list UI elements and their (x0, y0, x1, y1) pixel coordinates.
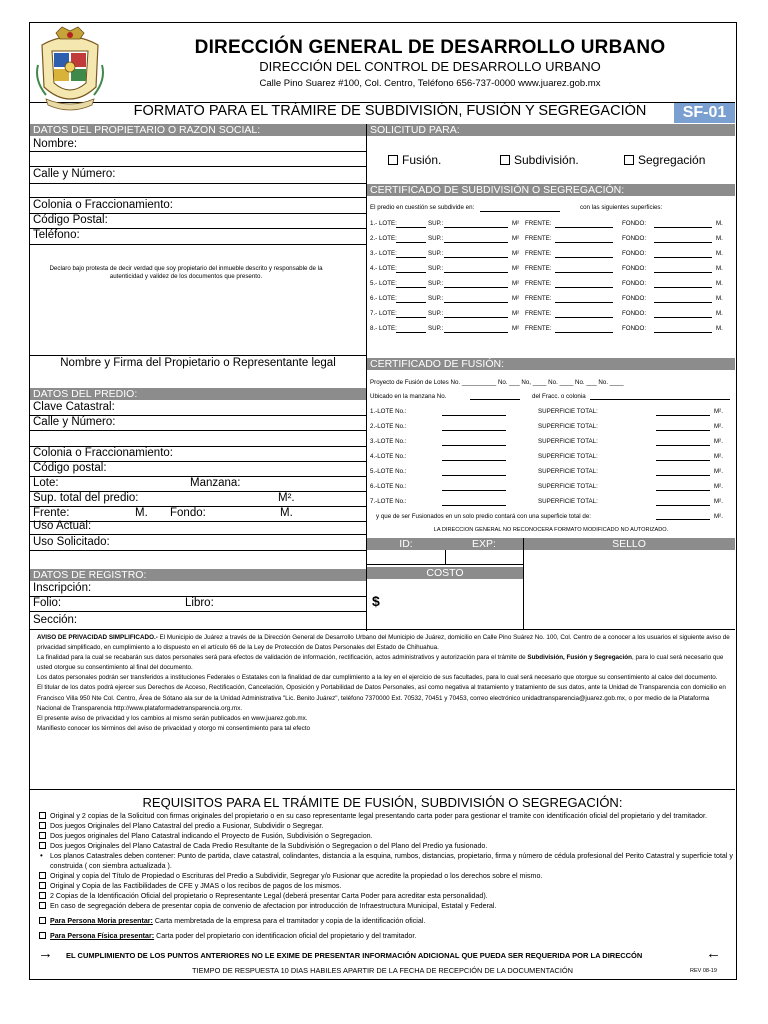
subdivision-frente-label: FRENTE: (525, 295, 552, 302)
libro-label: Libro: (185, 597, 214, 609)
subdivision-fondo-label: FONDO: (622, 235, 647, 242)
fusion-sup-label: SUPERFICIE TOTAL: (538, 498, 598, 505)
requirement-checkbox[interactable] (39, 842, 46, 849)
subdivision-sup-label: SUP.: (428, 235, 444, 242)
subdivision-input-line[interactable] (555, 272, 613, 273)
fusion-final-field[interactable] (656, 519, 710, 520)
calle-label: Calle y Número: (33, 168, 116, 180)
calle-field-line2[interactable] (30, 197, 366, 198)
form-page (29, 22, 737, 980)
subdivision-input-line[interactable] (396, 317, 426, 318)
fusion-input-line[interactable] (656, 490, 710, 491)
subdivision-frente-label: FRENTE: (525, 325, 552, 332)
solicitud-section-header: SOLICITUD PARA: (367, 124, 735, 136)
subdivision-m-unit: M. (716, 220, 723, 227)
inscripcion-label: Inscripción: (33, 582, 92, 594)
fusion-manzana-field[interactable] (470, 399, 520, 400)
requirements-title: REQUISITOS PARA EL TRÁMITE DE FUSIÓN, SUBDIVISIÓN O SEGREGACIÓN: (142, 795, 623, 810)
subdivision-m2-unit: M² (512, 235, 520, 242)
fusion-label: Fusión. (402, 153, 442, 167)
manzana-label: Manzana: (190, 477, 241, 489)
subdivision-m2-unit: M² (512, 265, 520, 272)
option-fusion[interactable] (388, 153, 441, 167)
fusion-m2-unit: M². (714, 468, 723, 475)
nombre-label: Nombre: (33, 138, 78, 150)
fusion-sup-label: SUPERFICIE TOTAL: (538, 453, 598, 460)
arrow-left-icon: ← (706, 945, 721, 962)
subdivision-m-unit: M. (716, 310, 723, 317)
subdivision-input-line[interactable] (444, 287, 508, 288)
subdivision-m-unit: M. (716, 325, 723, 332)
subdivision-sup-label: SUP.: (428, 220, 444, 227)
seccion-label: Sección: (33, 614, 78, 626)
subdivision-input-line[interactable] (654, 257, 712, 258)
subdivision-fondo-label: FONDO: (622, 265, 647, 272)
response-time: TIEMPO DE RESPUESTA 10 DIAS HABILES APARTIR DE LA FECHA DE RECEPCIÓN DE LA DOCUMENTACIÓN (192, 966, 573, 975)
subdivision-m2-unit: M² (512, 280, 520, 287)
requirement-item: 2 Copias de la Identificación Oficial del propietario o Representante Legal (deberá presentar Carta Poder para acreditar esta personalidad). (39, 891, 733, 901)
requirement-item: Dos juegos originales del Plano Catastral indicando el Proyecto de Fusión, Subdivisión o Segregacion. (39, 831, 733, 841)
sello-header: SELLO (523, 538, 735, 550)
fusion-input-line[interactable] (442, 505, 506, 506)
requirement-checkbox[interactable] (39, 902, 46, 909)
colonia-label: Colonia o Fraccionamiento: (33, 199, 173, 211)
id-exp-field-bottom[interactable] (367, 564, 523, 565)
privacy-heading: AVISO DE PRIVACIDAD SIMPLIFICADO.- (37, 634, 158, 641)
subdivision-input-line[interactable] (444, 257, 508, 258)
fusion-lote-label: 4.-LOTE No.: (370, 453, 407, 460)
fusion-lote-label: 2.-LOTE No.: (370, 423, 407, 430)
requirement-item: • Los planos Catastrales deben contener: Punto de partida, clave catastral, colindantes, distancia a la esquina, rumbos, distancias, propietario, firma y número de cédula profesional del Perito Catastral y superficie total y construida ( con siembra actualizada ). (40, 851, 733, 870)
predio-section-header: DATOS DEL PREDIO: (30, 388, 366, 400)
requirement-item: Original y copia del Título de Propiedad o Escrituras del Predio a Subdividir, Segregar y/o Fusionar que acredite la propiedad o los derechos sobre el mismo. (39, 871, 733, 881)
fusion-lote-label: 3.-LOTE No.: (370, 438, 407, 445)
subdivision-sup-label: SUP.: (428, 280, 444, 287)
subdivision-lote-label: 6.- LOTE: (370, 295, 397, 302)
fusion-m2-unit: M². (714, 408, 723, 415)
fusion-sup-label: SUPERFICIE TOTAL: (538, 483, 598, 490)
requirement-item: Original y Copia de las Factibilidades de CFE y JMAS o los recibos de pagos de los mismos. (39, 881, 733, 891)
subdivision-m-unit: M. (716, 265, 723, 272)
id-exp-divider (445, 550, 446, 564)
subdivision-input-line[interactable] (444, 242, 508, 243)
form-code-badge: SF-01 (674, 103, 735, 123)
subdivision-frente-label: FRENTE: (525, 220, 552, 227)
fusion-lote-label: 7.-LOTE No.: (370, 498, 407, 505)
subdivision-input-line[interactable] (396, 287, 426, 288)
subdivision-intro-b: con las siguientes superficies: (580, 204, 663, 211)
subdivision-sup-label: SUP.: (428, 310, 444, 317)
requirement-checkbox[interactable] (39, 882, 46, 889)
subdivision-input-line[interactable] (654, 272, 712, 273)
requirement-checkbox[interactable] (39, 812, 46, 819)
requirement-checkbox[interactable] (39, 872, 46, 879)
privacy-p3: Los datos personales podrán ser transferidos a instituciones Federales o Estatales con la finalidad de dar cumplimiento a la ley en el ejercicio de sus facultades, para lo cual será necesario que otorgue su consentimiento al calce del documento. (37, 674, 718, 682)
agency-subtitle: DIRECCIÓN DEL CONTROL DE DESARROLLO URBANO (259, 59, 601, 74)
fusion-input-line[interactable] (656, 430, 710, 431)
privacy-p6: Manifiesto conocer los términos del aviso de privacidad y otorgo mi consentimiento para tal efecto (37, 724, 311, 732)
fusion-input-line[interactable] (442, 460, 506, 461)
subdivision-input-line[interactable] (444, 317, 508, 318)
clave-label: Clave Catastral: (33, 401, 115, 413)
subdivision-m-unit: M. (716, 295, 723, 302)
frente-label: Frente: (33, 507, 70, 519)
privacy-p2b: Subdivisión, Fusión y Segregación (527, 654, 632, 662)
subdivision-lote-label: 3.- LOTE: (370, 250, 397, 257)
privacy-notice (37, 633, 734, 734)
colonia2-label: Colonia o Fraccionamiento: (33, 447, 173, 459)
agency-address: Calle Pino Suarez #100, Col. Centro, Teléfono 656-737-0000 www.juarez.gob.mx (259, 78, 601, 89)
subdivision-m-unit: M. (716, 235, 723, 242)
fusion-sup-label: SUPERFICIE TOTAL: (538, 468, 598, 475)
fusion-input-line[interactable] (442, 415, 506, 416)
form-body-bottom-rule (30, 629, 735, 630)
uso-actual-label: Uso Actual: (33, 520, 92, 532)
fusion-m2-unit: M². (714, 438, 723, 445)
final-notice: EL CUMPLIMIENTO DE LOS PUNTOS ANTERIORES NO LE EXIME DE PRESENTAR INFORMACIÓN ADICIONAL QUE PUEDA SER REQUERIDA POR LA DIRECCÓN (66, 951, 643, 960)
subdivision-m-unit: M. (716, 280, 723, 287)
calle-field[interactable] (30, 183, 366, 184)
signature-line[interactable] (30, 355, 366, 356)
telefono-label: Teléfono: (33, 229, 80, 241)
subdivision-fondo-label: FONDO: (622, 310, 647, 317)
fusion-lote-label: 1.-LOTE No.: (370, 408, 407, 415)
fusion-proyecto-line: Proyecto de Fusión de Lotes No. __________ No. ___ No, ____ No. ____ No. ___ No. ____ (370, 379, 624, 386)
privacy-p2c: , para lo cual será necesario que usted otorgue su consentimiento al final del documento. (37, 654, 724, 672)
subdivision-input-line[interactable] (654, 332, 712, 333)
cp-label: Código Postal: (33, 214, 108, 226)
revision-code: REV 08-19 (690, 968, 717, 974)
agency-title: DIRECCIÓN GENERAL DE DESARROLLO URBANO (194, 37, 666, 58)
fusion-input-line[interactable] (442, 430, 506, 431)
subdivision-input-line[interactable] (396, 302, 426, 303)
option-subdivision[interactable] (500, 153, 579, 167)
fusion-lote-label: 5.-LOTE No.: (370, 468, 407, 475)
subdivision-input-line[interactable] (654, 302, 712, 303)
fusion-final-unit: M². (714, 513, 723, 520)
requirements-list (39, 811, 733, 941)
subdivision-input-line[interactable] (396, 242, 426, 243)
subdivision-frente-label: FRENTE: (525, 250, 552, 257)
fusion-m2-unit: M². (714, 453, 723, 460)
subdivision-input-line[interactable] (396, 257, 426, 258)
subdivision-fondo-label: FONDO: (622, 295, 647, 302)
subdivision-input-line[interactable] (555, 287, 613, 288)
subdivision-input-line[interactable] (444, 302, 508, 303)
privacy-p5: El presente aviso de privacidad y los cambios al mismo serán publicados en www.juarez.gob.mx. (37, 714, 308, 722)
fusion-sup-label: SUPERFICIE TOTAL: (538, 423, 598, 430)
subdivision-m2-unit: M² (512, 325, 520, 332)
requirement-checkbox[interactable] (39, 822, 46, 829)
requirement-item: Original y 2 copias de la Solicitud con firmas originales del propietario o en su caso representante legal presentando carta poder para gestionar el tramite con identificación oficial del propietario y del tramitador. (39, 811, 733, 821)
nombre-field-line2[interactable] (30, 166, 366, 167)
telefono-field[interactable] (30, 244, 366, 245)
fusion-manzana-label: Ubicado en la manzana No. (370, 393, 447, 400)
fusion-final-label: y que de ser Fusionados en un solo predio contará con una superficie total de: (376, 513, 591, 520)
exp-header: EXP: (445, 538, 523, 550)
subdivision-sup-label: SUP.: (428, 265, 444, 272)
folio-label: Folio: (33, 597, 62, 609)
subdivision-input-line[interactable] (555, 332, 613, 333)
subdivision-input-line[interactable] (654, 242, 712, 243)
fusion-input-line[interactable] (442, 475, 506, 476)
sup-total-label: Sup. total del predio: (33, 492, 139, 504)
frente-unit: M. (135, 507, 148, 519)
fusion-m2-unit: M². (714, 498, 723, 505)
subdivision-input-line[interactable] (654, 317, 712, 318)
cert-fusion-header: CERTIFICADO DE FUSIÓN: (367, 358, 735, 370)
subdivision-lote-label: 4.- LOTE: (370, 265, 397, 272)
privacy-p1: El Municipio de Juárez a través de la Dirección General de Desarrollo Urbano del Municipio de Juárez, domicilio en Calle Pino Suárez No. 100, Col. Centro de a conocer a los usuarios el siguiente aviso de privacidad simplificado, en cumplimiento a lo dispuesto en el artículo 66 de la Ley de Protección de Datos Personales del Estado de Chihuahua. (37, 634, 730, 652)
fusion-checkbox[interactable] (388, 155, 398, 165)
fusion-input-line[interactable] (656, 415, 710, 416)
id-header: ID: (367, 538, 445, 550)
subdivision-lote-label: 5.- LOTE: (370, 280, 397, 287)
owner-section-header: DATOS DEL PROPIETARIO O RAZON SOCIAL: (30, 124, 366, 136)
uso-solicitado-field[interactable] (30, 550, 366, 551)
subdivision-sup-label: SUP.: (428, 295, 444, 302)
requirement-checkbox[interactable] (39, 892, 46, 899)
subdivision-sup-label: SUP.: (428, 250, 444, 257)
arrow-right-icon: → (38, 945, 53, 962)
privacy-bottom-rule (30, 789, 735, 790)
subdivision-fondo-label: FONDO: (622, 250, 647, 257)
fusion-sup-label: SUPERFICIE TOTAL: (538, 408, 598, 415)
fondo-label: Fondo: (170, 507, 206, 519)
cert-subdivision-header: CERTIFICADO DE SUBDIVISIÓN O SEGREGACIÓN: (367, 184, 735, 196)
subdivision-input-line[interactable] (555, 317, 613, 318)
fondo-unit: M. (280, 507, 293, 519)
subdivision-input-line[interactable] (396, 227, 426, 228)
requirement-item: Dos juegos Originales del Plano Catastral del predio a Fusionar, Subdividir o Segregar. (39, 821, 733, 831)
segregacion-checkbox[interactable] (624, 155, 634, 165)
subdivision-count-field[interactable] (480, 211, 560, 212)
subdivision-sup-label: SUP.: (428, 325, 444, 332)
subdivision-lote-label: 1.- LOTE: (370, 220, 397, 227)
cp2-label: Código postal: (33, 462, 107, 474)
fusion-input-line[interactable] (442, 445, 506, 446)
subdivision-fondo-label: FONDO: (622, 280, 647, 287)
sup-total-unit: M². (278, 492, 295, 504)
subdivision-lote-label: 2.- LOTE: (370, 235, 397, 242)
fusion-colonia-field[interactable] (590, 399, 730, 400)
bullet-icon: • (40, 851, 43, 860)
subdivision-frente-label: FRENTE: (525, 235, 552, 242)
requirement-checkbox[interactable] (39, 932, 46, 939)
subdivision-fondo-label: FONDO: (622, 325, 647, 332)
municipal-coat-of-arms-logo (32, 25, 108, 117)
header (30, 23, 735, 103)
privacy-p4: El titular de los datos podrá ejercer sus Derechos de Acceso, Rectificación, Cancelación, Oposición y Portabilidad de Datos Personales, así como negativa al tratamiento y tratamiento de sus datos, ante la Unidad de Transparencia con domicilio en Francisco Villa 950 Nte Col. Centro, Área de Sótano ala sur de la Unidad Administrativa "Lic. Benito Juárez", teléfono 7370000 Ext. 70532, 70451 y 70453, correo electrónico unidadtransparencia@juarez.gob.mx, o por medio de la Plataforma Nacional de Transparencia http://www.plataformadetransparencia.org.mx. (37, 684, 726, 712)
fusion-input-line[interactable] (656, 460, 710, 461)
requirement-fisica: Para Persona Física presentar: Carta poder del propietario con identificacion oficial del propietario y del tramitador. (39, 931, 733, 941)
fusion-m2-unit: M². (714, 423, 723, 430)
costo-header: COSTO (367, 567, 523, 579)
option-segregacion[interactable] (624, 153, 705, 167)
sello-divider (523, 538, 524, 629)
subdivision-m2-unit: M² (512, 295, 520, 302)
subdivision-input-line[interactable] (654, 287, 712, 288)
subdivision-lote-label: 8.- LOTE: (370, 325, 397, 332)
subdivision-m2-unit: M² (512, 220, 520, 227)
fusion-input-line[interactable] (442, 490, 506, 491)
uso-solicitado-label: Uso Solicitado: (33, 536, 110, 548)
subdivision-lote-label: 7.- LOTE: (370, 310, 397, 317)
signature-label: Nombre y Firma del Propietario o Representante legal (60, 357, 336, 369)
requirement-item: En caso de segregación debera de presentar copia de convenio de afectacion por introducción de Infraestructura Municipal, Estatal y Federal. (39, 901, 733, 911)
fusion-input-line[interactable] (656, 505, 710, 506)
subdivision-frente-label: FRENTE: (525, 265, 552, 272)
subdivision-input-line[interactable] (555, 257, 613, 258)
fusion-input-line[interactable] (656, 475, 710, 476)
requirement-checkbox[interactable] (39, 917, 46, 924)
lote-label: Lote: (33, 477, 59, 489)
segregacion-label: Segregación (638, 153, 706, 167)
uso-actual-field[interactable] (30, 534, 366, 535)
subdivision-input-line[interactable] (444, 332, 508, 333)
subdivision-frente-label: FRENTE: (525, 280, 552, 287)
subdivision-m-unit: M. (716, 250, 723, 257)
fusion-lote-label: 6.-LOTE No.: (370, 483, 407, 490)
calle2-label: Calle y Número: (33, 416, 116, 428)
privacy-p2a: La finalidad para la cual se recabarán sus datos personales será para efectos de validación de información, rectificación, actos administrativos y autorización para el trámite de (37, 654, 528, 662)
fusion-sup-label: SUPERFICIE TOTAL: (538, 438, 598, 445)
nombre-field[interactable] (30, 151, 366, 152)
cp-field[interactable] (30, 228, 366, 229)
subdivision-frente-label: FRENTE: (525, 310, 552, 317)
subdivision-m2-unit: M² (512, 250, 520, 257)
subdivision-input-line[interactable] (396, 272, 426, 273)
subdivision-label: Subdivisión. (514, 153, 579, 167)
subdivision-checkbox[interactable] (500, 155, 510, 165)
form-title: FORMATO PARA EL TRÁMIRE DE SUBDIVISIÓN, FUSIÓN Y SEGREGACIÓN (133, 103, 647, 119)
subdivision-input-line[interactable] (555, 302, 613, 303)
registro-section-header: DATOS DE REGISTRO: (30, 569, 366, 581)
dollar-sign: $ (372, 593, 380, 609)
subdivision-input-line[interactable] (444, 227, 508, 228)
requirement-moral: Para Persona Moria presentar: Carta membretada de la empresa para el tramitador y copia de la identificación oficial. (39, 916, 733, 926)
subdivision-input-line[interactable] (555, 242, 613, 243)
fusion-m2-unit: M². (714, 483, 723, 490)
subdivision-input-line[interactable] (444, 272, 508, 273)
subdivision-input-line[interactable] (555, 227, 613, 228)
subdivision-m2-unit: M² (512, 310, 520, 317)
column-divider (366, 124, 367, 631)
subdivision-input-line[interactable] (654, 227, 712, 228)
not-recognized-notice: LA DIRECCION GENERAL NO RECONOCERA FORMATO MODIFICADO NO AUTORIZADO. (433, 527, 669, 533)
fusion-input-line[interactable] (656, 445, 710, 446)
subdivision-intro-a: El predio en cuestión se subdivide en: (370, 204, 475, 211)
fusion-colonia-label: del Fracc. o colonia (532, 393, 586, 400)
calle2-field[interactable] (30, 430, 366, 431)
requirement-checkbox[interactable] (39, 832, 46, 839)
subdivision-fondo-label: FONDO: (622, 220, 647, 227)
declaration-text: Declaro bajo protesta de decir verdad que soy propietario del inmueble descrito y responsable de la autenticidad y validez de los documentos que presento. (49, 265, 323, 280)
requirement-item: Dos juegos Originales del Plano Catastral de Cada Predio Resultante de la Subdivisión o Segregacion o del Plano del Predio ya fusionado. (39, 841, 733, 851)
folio-libro-field[interactable] (30, 611, 366, 612)
subdivision-input-line[interactable] (396, 332, 426, 333)
